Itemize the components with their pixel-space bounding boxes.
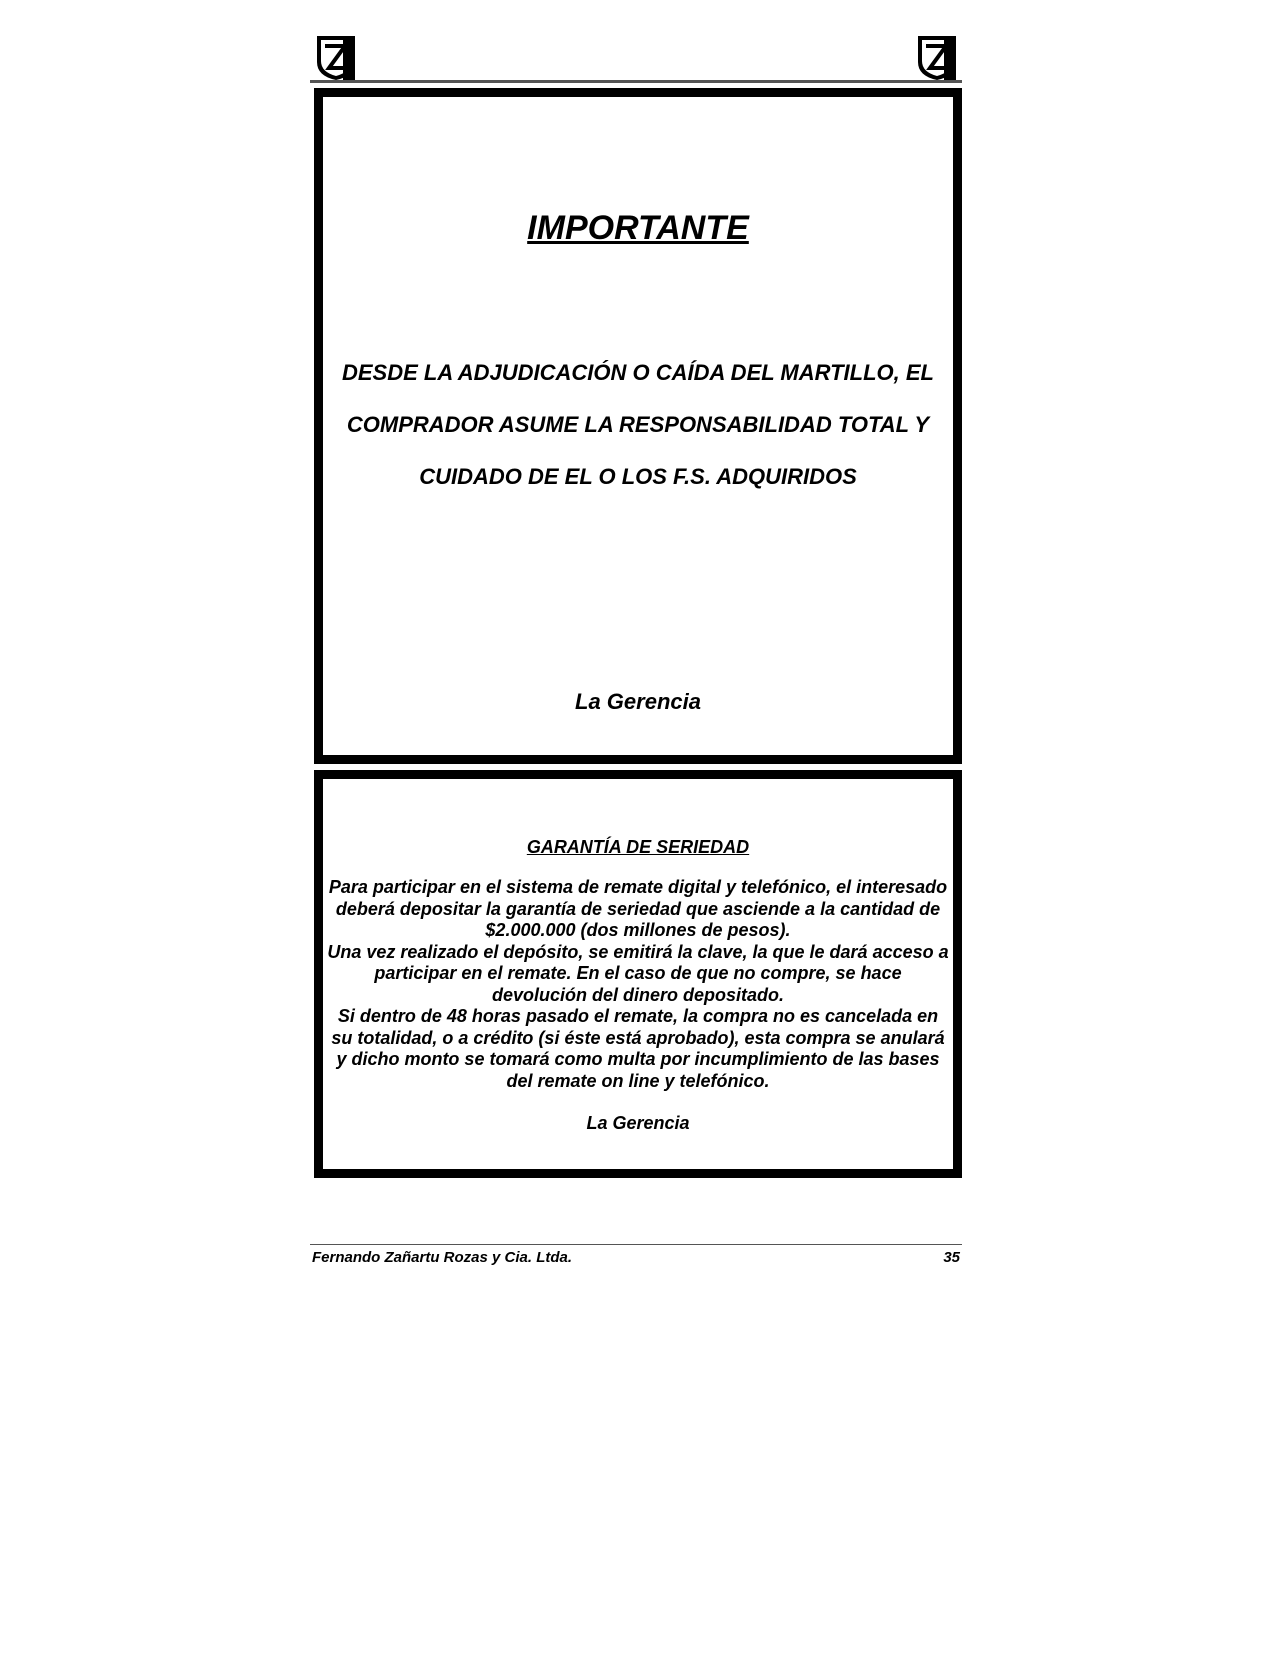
important-signature: La Gerencia xyxy=(575,689,701,714)
guarantee-paragraph: Una vez realizado el depósito, se emitirá la clave, la que le dará acceso a participar en el remate. En el caso de que no compre, se hace devolución del dinero depositado. xyxy=(327,941,949,1005)
company-logo-icon xyxy=(313,34,359,82)
important-title: IMPORTANTE xyxy=(527,209,749,247)
important-line: CUIDADO DE EL O LOS F.S. ADQUIRIDOS xyxy=(419,464,857,489)
footer-page-number: 35 xyxy=(943,1249,960,1266)
guarantee-paragraph: Si dentro de 48 horas pasado el remate, la compra no es cancelada en su totalidad, o a crédito (si éste está aprobado), esta compra se anulará y dicho monto se tomará como multa por incumplimiento de las bases del remate on line y telefónico. xyxy=(331,1006,945,1091)
guarantee-signature: La Gerencia xyxy=(586,1113,690,1133)
important-line: COMPRADOR ASUME LA RESPONSABILIDAD TOTAL Y xyxy=(346,412,930,437)
guarantee-notice-box xyxy=(314,770,962,1178)
guarantee-body xyxy=(327,877,949,1092)
footer-company-name: Fernando Zañartu Rozas y Cia. Ltda. xyxy=(312,1249,573,1266)
guarantee-title: GARANTÍA DE SERIEDAD xyxy=(526,837,750,857)
guarantee-paragraph: Para participar en el sistema de remate digital y telefónico, el interesado deberá depositar la garantía de seriedad que asciende a la cantidad de $2.000.000 (dos millones de pesos). xyxy=(328,877,948,940)
important-line: DESDE LA ADJUDICACIÓN O CAÍDA DEL MARTILLO, EL xyxy=(342,360,934,385)
important-notice-box xyxy=(314,88,962,764)
company-logo-icon xyxy=(914,34,960,82)
header-divider xyxy=(310,80,962,83)
footer-divider xyxy=(310,1244,962,1245)
important-body xyxy=(327,359,949,515)
